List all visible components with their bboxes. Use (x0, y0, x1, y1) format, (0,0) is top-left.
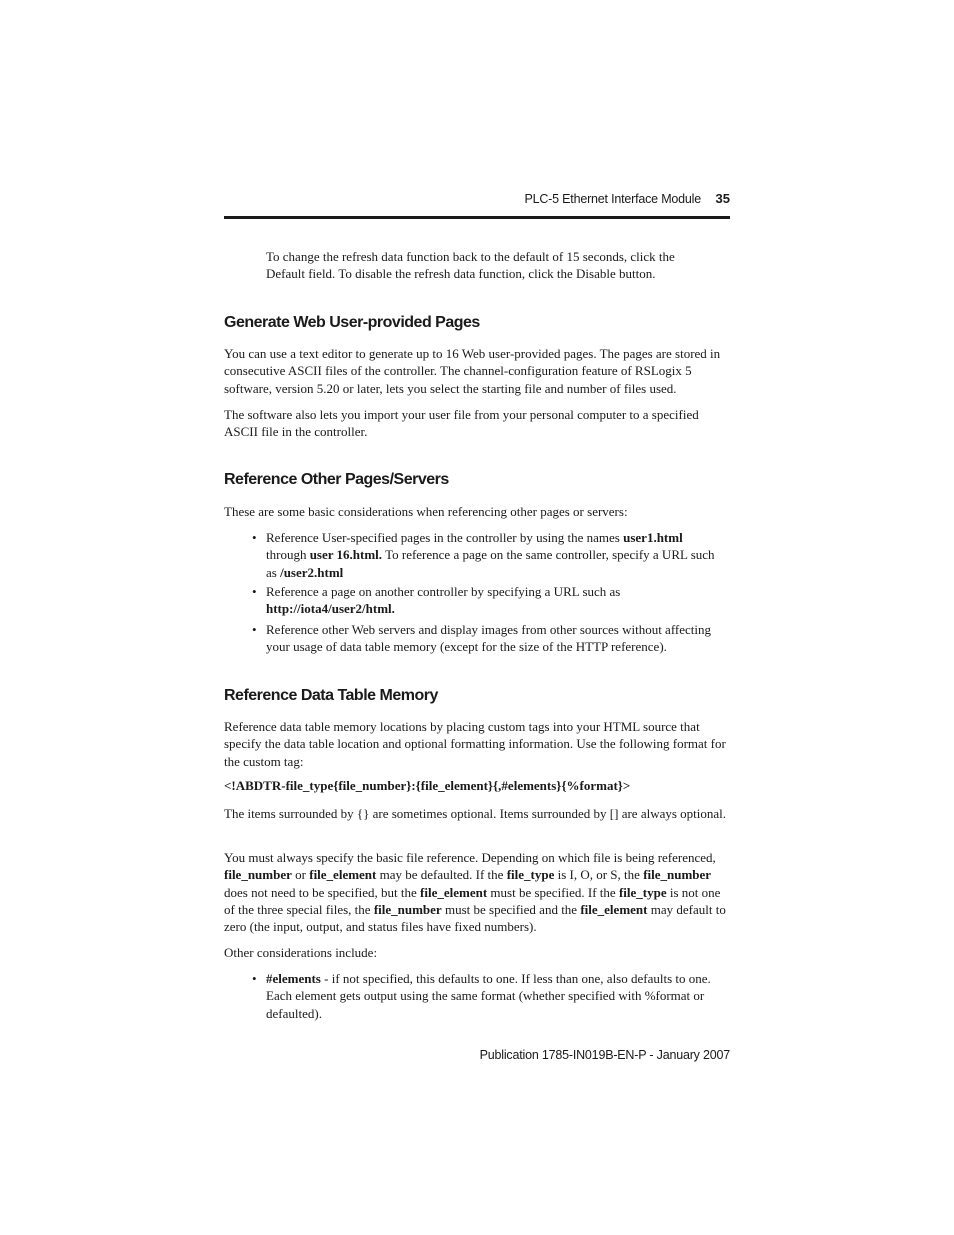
section3-paragraph-3: You must always specify the basic file reference. Depending on which file is being referenced, file_number or file_element may be defaulted. If the file_type is I, O, or S, the file_number does not need to be specified, but the file_element must be specified. If the file_type is not one of the three special files, the file_number must be specified and the file_element may default to zero (the input, output, and status files have fixed numbers). (224, 850, 726, 935)
list-item: • Reference other Web servers and display images from other sources without affecting your usage of data table memory (except for the size of the HTTP reference). (252, 622, 712, 655)
section3-paragraph-2: The items surrounded by {} are sometimes optional. Items surrounded by [] are always optional. (224, 806, 727, 821)
publication-footer: Publication 1785-IN019B-EN-P - January 2007 (479, 1048, 730, 1062)
section3-paragraph-4: Other considerations include: (224, 945, 378, 960)
bullet-icon: • (252, 971, 257, 986)
section2-intro: These are some basic considerations when referencing other pages or servers: (224, 504, 628, 519)
section3-paragraph-1: Reference data table memory locations by placing custom tags into your HTML source that specify the data table location and optional formatting information. Use the following format for the custom tag: (224, 719, 726, 769)
header-title: PLC-5 Ethernet Interface Module (524, 192, 701, 206)
section-heading-reference-other-pages: Reference Other Pages/Servers (224, 471, 449, 488)
section1-paragraph-1: You can use a text editor to generate up to 16 Web user-provided pages. The pages are stored in consecutive ASCII files of the controller. The channel-configuration feature of RSLogix 5 software, version 5.20 or later, lets you select the starting file and number of files used. (224, 346, 721, 396)
custom-tag-format: <!ABDTR-file_type{file_number}:{file_element}{,#elements}{%format}> (224, 778, 631, 793)
list-item: • Reference User-specified pages in the controller by using the names user1.html through user 16.html. To reference a page on the same controller, specify a URL such as /user2.html (252, 530, 715, 580)
intro-paragraph: To change the refresh data function back to the default of 15 seconds, click the Default field. To disable the refresh data function, click the Disable button. (266, 249, 675, 282)
bullet-icon: • (252, 530, 257, 545)
bullet-icon: • (252, 584, 257, 599)
section-heading-generate-web-pages: Generate Web User-provided Pages (224, 314, 480, 331)
list-item: • Reference a page on another controller by specifying a URL such as http://iota4/user2/html. (252, 584, 621, 617)
list-item: • #elements - if not specified, this defaults to one. If less than one, also defaults to one. Each element gets output using the same format (whether specified with %format or defaulted). (252, 971, 711, 1021)
section1-paragraph-2: The software also lets you import your user file from your personal computer to a specified ASCII file in the controller. (224, 407, 699, 440)
section-heading-reference-data-table-memory: Reference Data Table Memory (224, 687, 438, 704)
page-number: 35 (715, 191, 730, 206)
page-header (224, 188, 730, 219)
bullet-icon: • (252, 622, 257, 637)
